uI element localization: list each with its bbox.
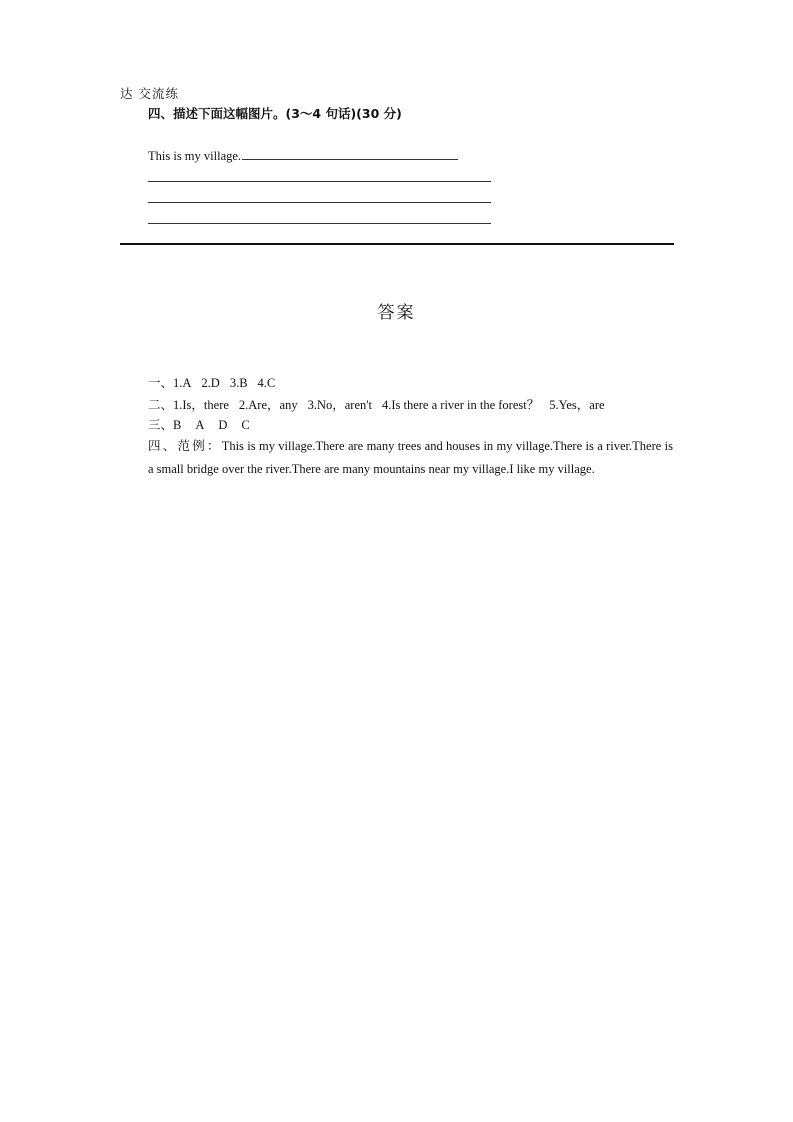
answer-row-four — [148, 435, 673, 480]
answer-item: 2.Are，any — [238, 398, 298, 412]
answer-item: 1.A — [173, 376, 192, 390]
answer-item: 3.B — [229, 376, 248, 390]
answer-item: 2.D — [201, 376, 220, 390]
top-fragment-text: 达 交流练 — [120, 86, 179, 101]
answer-item: D — [218, 418, 228, 432]
writing-blank-line[interactable] — [148, 223, 491, 224]
section-four-title — [148, 104, 402, 122]
answer-item: 5.Yes，are — [549, 398, 605, 412]
section-divider — [120, 243, 674, 245]
writing-blank[interactable] — [242, 147, 458, 160]
answer-item: A — [195, 418, 205, 432]
answer-row-label: 一、 — [148, 375, 174, 390]
answer-row-label: 二、 — [148, 397, 174, 412]
section-four-title-text: 四、描述下面这幅图片。(3～4 句话)(30 分) — [148, 106, 402, 121]
answer-row-label: 三、 — [148, 417, 174, 432]
writing-first-line — [148, 147, 458, 164]
answer-item: 3.No，aren't — [307, 398, 372, 412]
writing-first-line-text: This is my village. — [148, 149, 242, 163]
answers-title: 答案 — [377, 303, 416, 323]
answer-row-one — [148, 373, 275, 391]
answer-item: C — [241, 418, 250, 432]
answer-row-label: 四、范例： — [148, 438, 222, 453]
answer-item: 4.Is there a river in the forest？ — [381, 398, 540, 412]
answer-item: 4.C — [257, 376, 276, 390]
answer-item: B — [173, 418, 182, 432]
model-paragraph-text: This is my village.There are many trees and houses in my village.There is a river.There is a small bridge over the river.There are many mountains near my village.I like my village. — [148, 439, 673, 476]
answer-row-two — [148, 395, 605, 413]
answer-row-three — [148, 415, 250, 433]
writing-blank-line[interactable] — [148, 181, 491, 182]
answer-item: 1.Is，there — [173, 398, 229, 412]
writing-blank-line[interactable] — [148, 202, 491, 203]
